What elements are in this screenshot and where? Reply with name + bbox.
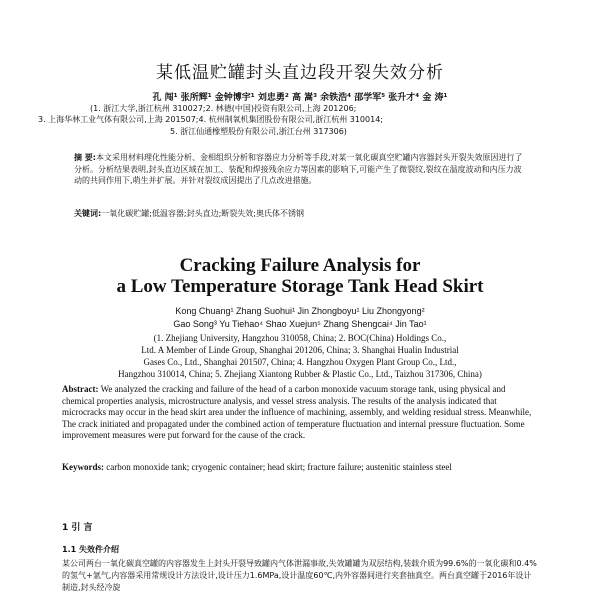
english-title-line-2: a Low Temperature Storage Tank Head Skirt [116,276,484,297]
chinese-affiliation-line: 5. 浙江仙通橡塑股份有限公司,浙江台州 317306) [170,127,347,136]
chinese-keywords-label: 关键词: [74,209,102,218]
chinese-abstract-text: 本文采用材料理化性能分析、金相组织分析和容器应力分析等手段,对某一氧化碳真空贮罐内容器封头开裂失效原因进行了分析。分析结果表明,封头直边区域在加工、装配和焊接残余应力等因素的影响下,可能产生了微裂纹,裂纹在温度波动和内压力波动的共同作用下,萌生并扩展。并针对裂纹成因提出了几点改进措施。 [74,153,523,185]
chinese-abstract-label: 摘 要: [74,153,96,162]
chinese-keywords-text: 一氧化碳贮罐;低温容器;封头直边;断裂失效;奥氏体不锈钢 [101,209,304,218]
english-keywords-text: carbon monoxide tank; cryogenic container; head skirt; fracture failure; austenitic stainless steel [106,462,452,472]
chinese-abstract [74,152,524,187]
chinese-keywords [74,208,524,219]
english-title-line-1: Cracking Failure Analysis for [179,255,421,276]
english-keywords-label: Keywords: [62,462,104,472]
chinese-affiliation-line: (1. 浙江大学,浙江杭州 310027;2. 林德(中国)投资有限公司,上海 201206; [90,104,357,113]
chinese-authors: 孔 闯¹ 张所辉¹ 金钟博宇¹ 刘忠勇² 高 嵩³ 余铁浩⁴ 邵学军⁵ 张升才⁴ 金 涛¹ [152,93,448,103]
subsection-heading-1-1: 1.1 失效件介绍 [62,545,119,554]
english-keywords [62,462,538,474]
english-abstract-label: Abstract: [62,384,99,394]
section-heading-1: 1 引 言 [62,523,93,533]
english-affiliation-line: Hangzhou 310014, China; 5. Zhejiang Xiantong Rubber & Plastic Co., Ltd., Taizhou 317306, China) [118,369,482,379]
english-abstract [62,384,538,442]
chinese-affiliation-line: 3. 上海华林工业气体有限公司,上海 201507;4. 杭州制氧机集团股份有限公司,浙江杭州 310014; [38,115,383,124]
english-affiliation-line: Gases Co., Ltd., Shanghai 201507, China; 4. Hangzhou Oxygen Plant Group Co., Ltd., [143,357,457,367]
english-authors-line-1: Kong Chuang¹ Zhang Suohui¹ Jin Zhongboyu¹ Liu Zhongyong² [175,306,425,316]
chinese-title: 某低温贮罐封头直边段开裂失效分析 [156,63,444,83]
english-authors-line-2: Gao Song³ Yu Tiehao⁴ Shao Xuejun⁵ Zhang Shengcai⁴ Jin Tao¹ [173,319,427,329]
body-paragraph: 某公司两台一氧化碳真空罐的内容器发生上封头开裂导致罐内气体泄漏事故,失效罐罐为双层结构,装载介质为99.6%的一氧化碳和0.4%的氢气+氩气,内容器采用常规设计方法设计,设计压力1.6MPa,设计温度60℃,内外容器间进行夹套抽真空。两台真空罐于2016年设计制造,封头经冷旋 [62,559,537,592]
english-affiliation-line: (1. Zhejiang University, Hangzhou 310058, China; 2. BOC(China) Holdings Co., [153,333,447,343]
english-affiliation-line: Ltd. A Member of Linde Group, Shanghai 201206, China; 3. Shanghai Hualin Industrial [141,345,459,355]
english-abstract-text: We analyzed the cracking and failure of the head of a carbon monoxide vacuum storage tank, using physical and chemical properties analysis, microstructure analysis, and vessel stress analysis. The results of the analysis indicated that microcracks may occur in the head skirt area under the influence of machining, assembly, and welding residual stress. Meanwhile, The crack initiated and propagated under the combined action of temperature fluctuation and internal pressure fluctuation. Some improvement measures were put forward for the cause of the crack. [62,384,532,440]
